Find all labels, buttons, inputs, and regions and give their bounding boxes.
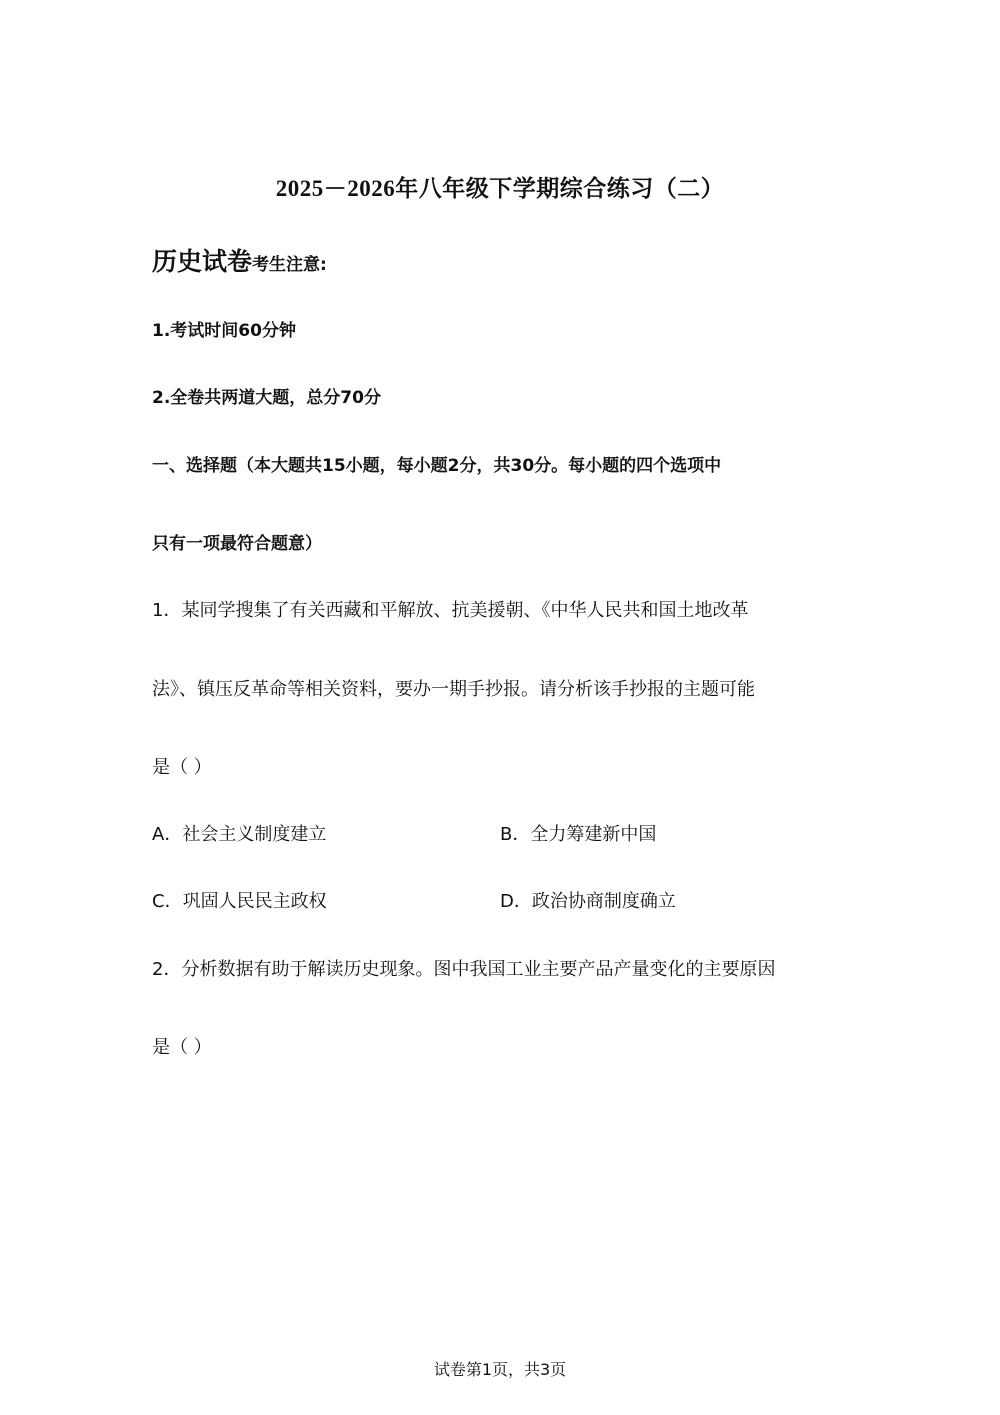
note-score: 2.全卷共两道大题，总分70分 (152, 388, 381, 408)
question-1-option-a: A．社会主义制度建立 (152, 824, 327, 845)
page-footer: 试卷第1页，共3页 (433, 1360, 567, 1379)
subject-title: 历史试卷 (152, 247, 253, 276)
question-1-line1: 1．某同学搜集了有关西藏和平解放、抗美援朝、《中华人民共和国土地改革 (152, 600, 749, 621)
exam-title: 2025－2026年八年级下学期综合练习（二） (275, 176, 725, 201)
notice-label: 考生注意: (252, 255, 327, 275)
note-time: 1.考试时间60分钟 (152, 321, 296, 341)
question-1-option-b: B．全力筹建新中国 (500, 824, 657, 845)
subject-line (152, 242, 327, 278)
question-1-option-c: C．巩固人民民主政权 (152, 891, 327, 912)
section-heading-line1: 一、选择题（本大题共15小题，每小题2分，共30分。每小题的四个选项中 (152, 456, 722, 476)
question-2-line2: 是（ ） (152, 1037, 212, 1058)
question-1-line2: 法》、镇压反革命等相关资料，要办一期手抄报。请分析该手抄报的主题可能 (152, 679, 755, 700)
question-1-option-d: D．政治协商制度确立 (500, 891, 676, 912)
question-2-line1: 2．分析数据有助于解读历史现象。图中我国工业主要产品产量变化的主要原因 (152, 959, 776, 980)
section-heading-line2: 只有一项最符合题意） (152, 534, 322, 554)
question-1-line3: 是（ ） (152, 757, 212, 778)
